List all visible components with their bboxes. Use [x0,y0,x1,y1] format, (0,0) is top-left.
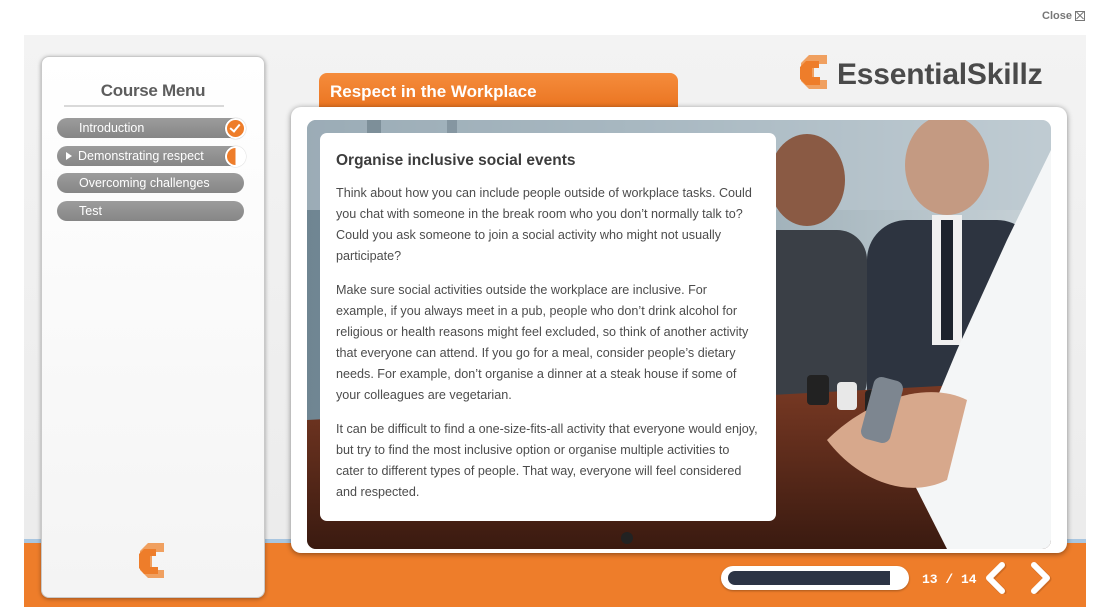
brand-name: EssentialSkillz [837,57,1043,91]
essentialskillz-logo-icon [134,540,170,585]
close-button[interactable] [1042,10,1085,22]
brand-logo [797,53,1042,96]
content-paragraph: It can be difficult to find a one-size-fits-all activity that everyone would enjoy, but try to find the most inclusive option or organise multiple activities to cater to different types of people. That way, everyone will feel considered and respected. [336,422,758,499]
content-card [320,133,776,521]
close-icon [1075,11,1085,21]
brand-mark-icon [797,53,831,96]
course-title: Respect in the Workplace [330,82,537,101]
course-stage [24,35,1086,607]
content-heading: Organise inclusive social events [336,152,576,169]
content-paragraph: Think about how you can include people outside of workplace tasks. Could you chat with someone in the break room who you don’t normally talk to? Could you ask someone to join a social activity who might not usually participate? [336,186,752,263]
content-paragraph: Make sure social activities outside the workplace are inclusive. For example, if you always meet in a pub, people who don’t drink alcohol for religious or health reasons might feel excluded, so think of another activity that everyone can attend. If you go for a meal, consider people’s dietary needs. For example, don’t organise a dinner at a steak house if some of your colleagues are vegetarian. [336,283,749,402]
menu-item-demonstrating-respect[interactable] [57,146,244,166]
content-frame [291,107,1067,553]
menu-item-test[interactable] [57,201,244,221]
previous-page-button[interactable] [980,562,1012,594]
chevron-left-icon [980,562,1012,594]
menu-item-label: Demonstrating respect [78,149,204,163]
menu-item-label: Overcoming challenges [79,176,210,190]
menu-item-label: Test [79,204,102,218]
course-progress-bar [721,566,909,590]
check-icon [225,118,246,139]
page-indicator: 13 / 14 [922,572,977,587]
next-page-button[interactable] [1024,562,1056,594]
chevron-right-icon [1024,562,1056,594]
menu-item-overcoming-challenges[interactable] [57,173,244,193]
menu-divider [64,105,224,107]
course-menu-heading: Course Menu [100,81,206,100]
progress-fill [728,571,890,585]
menu-item-introduction[interactable] [57,118,244,138]
current-arrow-icon [66,152,72,160]
menu-item-label: Introduction [79,121,145,135]
close-label: Close [1042,10,1072,22]
course-menu-panel [41,56,265,598]
half-circle-icon [225,146,246,167]
